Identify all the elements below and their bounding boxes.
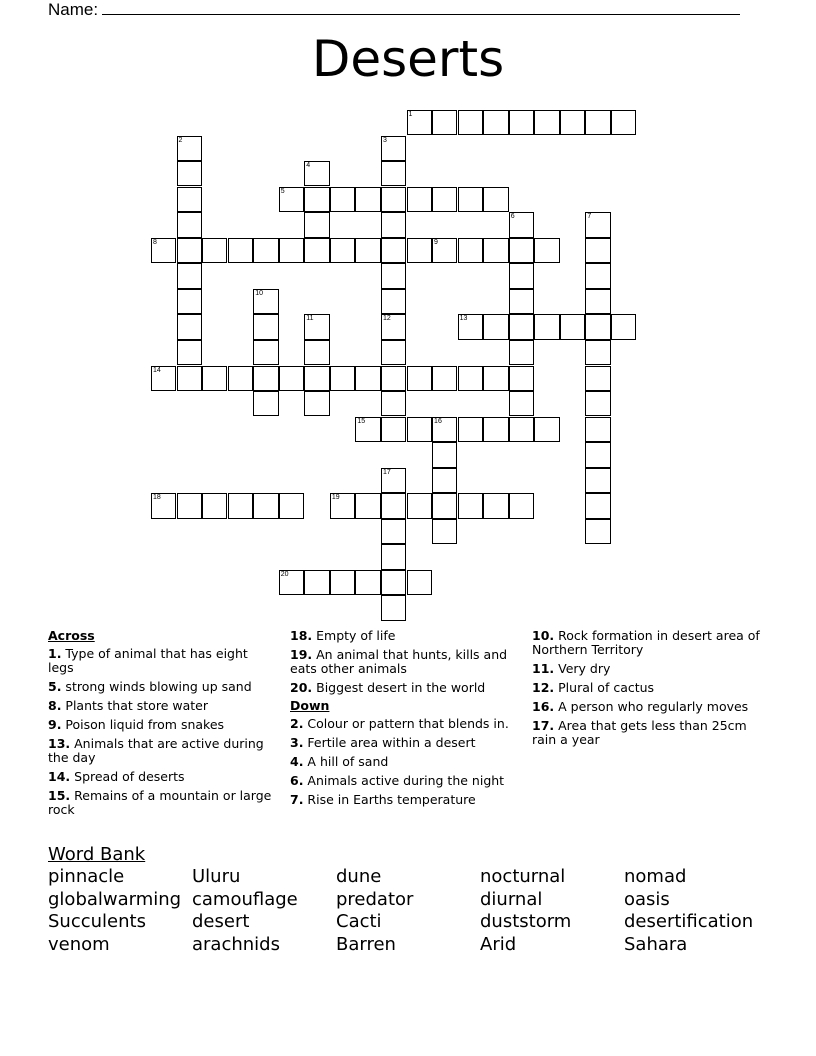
clue-number: 17. bbox=[532, 718, 555, 733]
clue-number: 16. bbox=[532, 699, 555, 714]
crossword-cell[interactable] bbox=[253, 289, 278, 314]
crossword-cell[interactable] bbox=[381, 340, 406, 365]
crossword-cell[interactable] bbox=[509, 314, 534, 339]
clue-item bbox=[48, 789, 276, 817]
word-bank-item: nomad bbox=[624, 866, 687, 887]
crossword-cell[interactable] bbox=[381, 519, 406, 544]
crossword-cell[interactable] bbox=[381, 212, 406, 237]
word-bank-item: oasis bbox=[624, 888, 670, 910]
crossword-cell[interactable] bbox=[585, 391, 610, 416]
crossword-cell[interactable] bbox=[432, 110, 457, 135]
crossword-cell[interactable] bbox=[253, 314, 278, 339]
crossword-cell[interactable] bbox=[585, 263, 610, 288]
clue-item bbox=[532, 662, 768, 676]
clue-number-label: 19 bbox=[331, 494, 340, 502]
crossword-cell[interactable] bbox=[279, 366, 304, 391]
clue-item bbox=[48, 770, 276, 784]
crossword-cell[interactable] bbox=[407, 417, 432, 442]
clue-number: 18. bbox=[290, 628, 313, 643]
clue-text: Remains of a mountain or large rock bbox=[48, 788, 272, 817]
clue-number-label: 5 bbox=[280, 187, 285, 195]
crossword-cell[interactable] bbox=[407, 238, 432, 263]
crossword-cell[interactable] bbox=[355, 570, 380, 595]
crossword-cell[interactable] bbox=[330, 238, 355, 263]
clue-text: Poison liquid from snakes bbox=[61, 717, 225, 732]
name-label: Name: bbox=[48, 0, 99, 19]
crossword-cell[interactable] bbox=[177, 493, 202, 518]
crossword-cell[interactable] bbox=[585, 468, 610, 493]
word-bank-item: Succulents bbox=[48, 911, 146, 932]
clue-number: 13. bbox=[48, 736, 71, 751]
crossword-cell[interactable] bbox=[279, 238, 304, 263]
crossword-cell[interactable] bbox=[483, 110, 508, 135]
clue-number: 5. bbox=[48, 679, 62, 694]
crossword-cell[interactable] bbox=[458, 493, 483, 518]
crossword-cell[interactable] bbox=[381, 391, 406, 416]
clue-item bbox=[532, 700, 768, 714]
word-bank-item: desert bbox=[192, 911, 250, 932]
clue-number: 15. bbox=[48, 788, 71, 803]
clue-number: 4. bbox=[290, 754, 304, 769]
crossword-cell[interactable] bbox=[151, 238, 176, 263]
clue-text: Colour or pattern that blends in. bbox=[303, 716, 509, 731]
crossword-cell[interactable] bbox=[279, 493, 304, 518]
clue-number: 19. bbox=[290, 647, 313, 662]
crossword-cell[interactable] bbox=[509, 212, 534, 237]
word-bank-title: Word Bank bbox=[48, 844, 146, 865]
crossword-cell[interactable] bbox=[534, 110, 559, 135]
clues-column-2 bbox=[290, 629, 518, 812]
crossword-cell[interactable] bbox=[534, 314, 559, 339]
crossword-cell[interactable] bbox=[177, 187, 202, 212]
clue-item bbox=[48, 699, 276, 713]
clue-text: Rock formation in desert area of Northern Territory bbox=[532, 628, 760, 657]
clue-text: Biggest desert in the world bbox=[312, 680, 486, 695]
word-bank-item: Arid bbox=[480, 933, 517, 955]
crossword-cell[interactable] bbox=[509, 493, 534, 518]
clue-item bbox=[290, 681, 518, 695]
crossword-cell[interactable] bbox=[177, 340, 202, 365]
clue-text: Empty of life bbox=[312, 628, 396, 643]
crossword-cell[interactable] bbox=[458, 187, 483, 212]
clue-number-label: 13 bbox=[459, 315, 468, 323]
crossword-cell[interactable] bbox=[407, 187, 432, 212]
crossword-cell[interactable] bbox=[355, 366, 380, 391]
crossword-cell[interactable] bbox=[381, 595, 406, 620]
word-bank-item: pinnacle bbox=[48, 866, 125, 887]
clue-text: Animals active during the night bbox=[303, 773, 505, 788]
crossword-cell[interactable] bbox=[432, 442, 457, 467]
crossword-cell[interactable] bbox=[534, 417, 559, 442]
clue-text: Animals that are active during the day bbox=[48, 736, 264, 765]
crossword-cell[interactable] bbox=[355, 417, 380, 442]
crossword-cell[interactable] bbox=[279, 187, 304, 212]
crossword-cell[interactable] bbox=[177, 314, 202, 339]
crossword-cell[interactable] bbox=[585, 442, 610, 467]
crossword-cell[interactable] bbox=[585, 366, 610, 391]
crossword-cell[interactable] bbox=[177, 238, 202, 263]
crossword-cell[interactable] bbox=[381, 493, 406, 518]
across-heading: Across bbox=[48, 628, 95, 643]
clue-item bbox=[290, 774, 518, 788]
crossword-cell[interactable] bbox=[304, 238, 329, 263]
crossword-cell[interactable] bbox=[381, 238, 406, 263]
crossword-cell[interactable] bbox=[611, 314, 636, 339]
crossword-cell[interactable] bbox=[458, 366, 483, 391]
crossword-cell[interactable] bbox=[585, 289, 610, 314]
clue-text: Spread of deserts bbox=[70, 769, 185, 784]
crossword-cell[interactable] bbox=[585, 212, 610, 237]
crossword-cell[interactable] bbox=[585, 238, 610, 263]
crossword-cell[interactable] bbox=[458, 110, 483, 135]
crossword-cell[interactable] bbox=[381, 366, 406, 391]
clue-number: 1. bbox=[48, 646, 62, 661]
clue-number-label: 17 bbox=[382, 468, 391, 476]
down-heading: Down bbox=[290, 698, 330, 713]
crossword-cell[interactable] bbox=[253, 493, 278, 518]
clue-item bbox=[290, 793, 518, 807]
crossword-cell[interactable] bbox=[304, 212, 329, 237]
crossword-cell[interactable] bbox=[407, 366, 432, 391]
crossword-cell[interactable] bbox=[407, 110, 432, 135]
clue-number-label: 1 bbox=[408, 111, 413, 118]
crossword-cell[interactable] bbox=[253, 340, 278, 365]
crossword-cell[interactable] bbox=[585, 417, 610, 442]
crossword-cell[interactable] bbox=[509, 366, 534, 391]
crossword-cell[interactable] bbox=[483, 366, 508, 391]
word-bank-item: venom bbox=[48, 933, 110, 955]
crossword-cell[interactable] bbox=[509, 263, 534, 288]
crossword-cell[interactable] bbox=[381, 544, 406, 569]
crossword-cell[interactable] bbox=[177, 366, 202, 391]
crossword-cell[interactable] bbox=[585, 519, 610, 544]
crossword-cell[interactable] bbox=[228, 238, 253, 263]
crossword-cell[interactable] bbox=[483, 493, 508, 518]
crossword-cell[interactable] bbox=[381, 187, 406, 212]
crossword-cell[interactable] bbox=[432, 238, 457, 263]
clue-number-label: 7 bbox=[587, 213, 592, 221]
crossword-cell[interactable] bbox=[381, 314, 406, 339]
crossword-cell[interactable] bbox=[560, 110, 585, 135]
word-bank-item: Barren bbox=[336, 933, 396, 955]
clue-text: Plants that store water bbox=[61, 698, 208, 713]
crossword-cell[interactable] bbox=[253, 238, 278, 263]
crossword-cell[interactable] bbox=[432, 493, 457, 518]
clue-number-label: 4 bbox=[306, 162, 311, 170]
clue-text: Very dry bbox=[554, 661, 611, 676]
crossword-cell[interactable] bbox=[381, 468, 406, 493]
clue-item bbox=[290, 717, 518, 731]
clue-item bbox=[48, 737, 276, 765]
crossword-cell[interactable] bbox=[304, 187, 329, 212]
crossword-cell[interactable] bbox=[509, 417, 534, 442]
clue-text: A hill of sand bbox=[303, 754, 389, 769]
clue-text: Area that gets less than 25cm rain a year bbox=[532, 718, 747, 747]
crossword-cell[interactable] bbox=[355, 493, 380, 518]
clue-number: 3. bbox=[290, 735, 304, 750]
crossword-cell[interactable] bbox=[509, 238, 534, 263]
crossword-cell[interactable] bbox=[381, 417, 406, 442]
clue-item bbox=[48, 680, 276, 694]
clue-text: strong winds blowing up sand bbox=[61, 679, 252, 694]
clue-item bbox=[48, 647, 276, 675]
clue-number-label: 14 bbox=[153, 366, 161, 374]
clue-item bbox=[290, 755, 518, 769]
crossword-cell[interactable] bbox=[304, 391, 329, 416]
crossword-cell[interactable] bbox=[432, 187, 457, 212]
clue-number: 11. bbox=[532, 661, 555, 676]
word-bank-item: predator bbox=[336, 888, 414, 910]
clue-number: 10. bbox=[532, 628, 555, 643]
crossword-cell[interactable] bbox=[585, 493, 610, 518]
clue-item bbox=[532, 681, 768, 695]
clue-number-label: 10 bbox=[255, 289, 263, 297]
crossword-cell[interactable] bbox=[585, 340, 610, 365]
clue-number: 9. bbox=[48, 717, 62, 732]
crossword-cell[interactable] bbox=[304, 314, 329, 339]
clue-text: An animal that hunts, kills and eats other animals bbox=[290, 647, 508, 676]
clues-column-3 bbox=[532, 629, 768, 752]
crossword-cell[interactable] bbox=[458, 314, 483, 339]
clue-number: 8. bbox=[48, 698, 62, 713]
word-bank-item: globalwarming bbox=[48, 888, 182, 910]
crossword-cell[interactable] bbox=[177, 263, 202, 288]
crossword-cell[interactable] bbox=[177, 136, 202, 161]
clue-number-label: 3 bbox=[382, 136, 387, 144]
clue-number-label: 15 bbox=[357, 417, 366, 425]
word-bank-item: Cacti bbox=[336, 911, 382, 932]
crossword-cell[interactable] bbox=[585, 110, 610, 135]
word-bank-item: camouflage bbox=[192, 888, 298, 910]
crossword-cell[interactable] bbox=[330, 493, 355, 518]
clues-column-1 bbox=[48, 629, 276, 822]
word-bank-item: dune bbox=[336, 866, 382, 887]
crossword-cell[interactable] bbox=[304, 340, 329, 365]
clue-number: 2. bbox=[290, 716, 304, 731]
crossword-cell[interactable] bbox=[228, 493, 253, 518]
crossword-cell[interactable] bbox=[381, 263, 406, 288]
clue-text: Plural of cactus bbox=[554, 680, 655, 695]
crossword-cell[interactable] bbox=[330, 570, 355, 595]
crossword-cell[interactable] bbox=[177, 289, 202, 314]
crossword-cell[interactable] bbox=[381, 289, 406, 314]
clue-number-label: 12 bbox=[382, 315, 391, 323]
word-bank bbox=[48, 866, 788, 956]
crossword-cell[interactable] bbox=[432, 519, 457, 544]
crossword-cell[interactable] bbox=[458, 238, 483, 263]
crossword-cell[interactable] bbox=[304, 570, 329, 595]
crossword-cell[interactable] bbox=[509, 289, 534, 314]
crossword-cell[interactable] bbox=[483, 238, 508, 263]
crossword-cell[interactable] bbox=[177, 212, 202, 237]
crossword-cell[interactable] bbox=[381, 570, 406, 595]
clue-number-label: 6 bbox=[510, 213, 515, 221]
crossword-cell[interactable] bbox=[381, 136, 406, 161]
crossword-cell[interactable] bbox=[534, 238, 559, 263]
clue-number-label: 8 bbox=[153, 238, 157, 246]
page-title: Deserts bbox=[311, 30, 505, 88]
crossword-cell[interactable] bbox=[355, 187, 380, 212]
crossword-cell[interactable] bbox=[560, 314, 585, 339]
clue-number-label: 16 bbox=[434, 417, 442, 425]
crossword-cell[interactable] bbox=[151, 493, 176, 518]
clue-item bbox=[48, 718, 276, 732]
crossword-cell[interactable] bbox=[355, 238, 380, 263]
clue-number: 12. bbox=[532, 680, 555, 695]
crossword-cell[interactable] bbox=[202, 493, 227, 518]
word-bank-item: nocturnal bbox=[480, 866, 566, 887]
word-bank-item: desertification bbox=[624, 911, 754, 932]
crossword-cell[interactable] bbox=[304, 366, 329, 391]
clue-number: 6. bbox=[290, 773, 304, 788]
clue-number-label: 2 bbox=[178, 136, 183, 144]
crossword-cell[interactable] bbox=[432, 468, 457, 493]
word-bank-item: Sahara bbox=[624, 933, 688, 955]
crossword-cell[interactable] bbox=[432, 366, 457, 391]
clue-text: Rise in Earths temperature bbox=[303, 792, 476, 807]
clue-number: 20. bbox=[290, 680, 313, 695]
crossword-cell[interactable] bbox=[509, 110, 534, 135]
crossword-cell[interactable] bbox=[611, 110, 636, 135]
crossword-cell[interactable] bbox=[509, 391, 534, 416]
crossword-cell[interactable] bbox=[330, 366, 355, 391]
clue-item bbox=[532, 629, 768, 657]
crossword-cell[interactable] bbox=[151, 366, 176, 391]
clue-number-label: 9 bbox=[434, 238, 438, 246]
crossword-cell[interactable] bbox=[253, 391, 278, 416]
clue-item bbox=[290, 629, 518, 643]
clue-number-label: 20 bbox=[280, 570, 289, 578]
crossword-cell[interactable] bbox=[432, 417, 457, 442]
word-bank-item: diurnal bbox=[480, 888, 543, 910]
word-bank-item: duststorm bbox=[480, 911, 572, 932]
clue-text: Fertile area within a desert bbox=[303, 735, 476, 750]
crossword-cell[interactable] bbox=[407, 493, 432, 518]
crossword-cell[interactable] bbox=[483, 187, 508, 212]
crossword-cell[interactable] bbox=[177, 161, 202, 186]
clue-item bbox=[290, 736, 518, 750]
crossword-cell[interactable] bbox=[304, 161, 329, 186]
clue-item bbox=[532, 719, 768, 747]
crossword-cell[interactable] bbox=[458, 417, 483, 442]
crossword-cell[interactable] bbox=[483, 314, 508, 339]
crossword-cell[interactable] bbox=[202, 238, 227, 263]
clue-text: A person who regularly moves bbox=[554, 699, 749, 714]
crossword-cell[interactable] bbox=[509, 340, 534, 365]
crossword-cell[interactable] bbox=[483, 417, 508, 442]
word-bank-item: arachnids bbox=[192, 933, 280, 955]
crossword-cell[interactable] bbox=[228, 366, 253, 391]
crossword-cell[interactable] bbox=[407, 570, 432, 595]
clue-text: Type of animal that has eight legs bbox=[48, 646, 248, 675]
crossword-cell[interactable] bbox=[279, 570, 304, 595]
word-bank-item: Uluru bbox=[192, 866, 241, 887]
crossword-cell[interactable] bbox=[585, 314, 610, 339]
clue-number: 7. bbox=[290, 792, 304, 807]
clue-number-label: 18 bbox=[153, 494, 161, 502]
crossword-cell[interactable] bbox=[381, 161, 406, 186]
clue-item bbox=[290, 648, 518, 676]
crossword-cell[interactable] bbox=[202, 366, 227, 391]
crossword-cell[interactable] bbox=[253, 366, 278, 391]
crossword-cell[interactable] bbox=[330, 187, 355, 212]
clue-number: 14. bbox=[48, 769, 71, 784]
clue-number-label: 11 bbox=[306, 315, 314, 323]
